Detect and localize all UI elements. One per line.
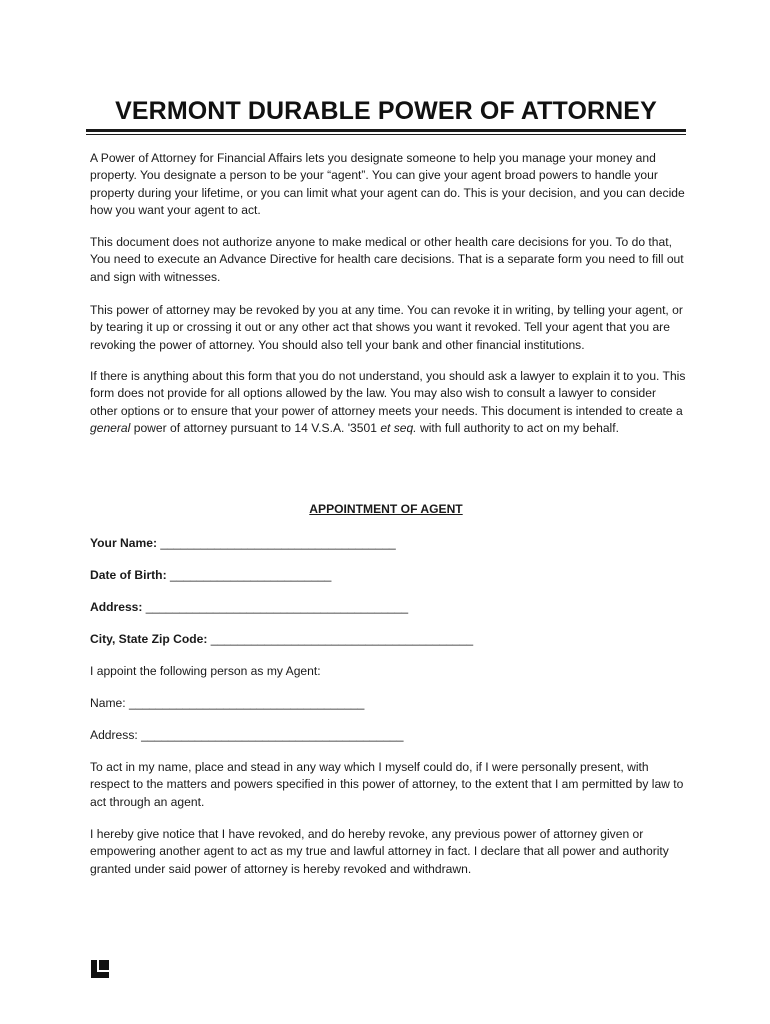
- address-label: Address:: [90, 600, 143, 614]
- para4-end: with full authority to act on my behalf.: [416, 420, 619, 435]
- para4-italic-etseq: et seq.: [380, 420, 417, 435]
- act-paragraph: To act in my name, place and stead in any way which I myself could do, if I were personally present, with respect to the matters and powers specified in this power of attorney, to the extent that I am permitted by law to act through an agent.: [90, 760, 684, 809]
- agent-name-label: Name:: [90, 696, 126, 710]
- document-logo-icon: [91, 960, 109, 978]
- dob-line[interactable]: ________________________: [169, 568, 332, 582]
- city-state-zip-field[interactable]: [90, 631, 473, 648]
- city-state-zip-line[interactable]: _______________________________________: [210, 632, 474, 646]
- revoke-paragraph: I hereby give notice that I have revoked, and do hereby revoke, any previous power of attorney given or empowering another agent to act as my true and lawful attorney in fact. I declare that all power and authority granted under said power of attorney is hereby revoked and withdrawn.: [90, 827, 669, 876]
- dob-label: Date of Birth:: [90, 568, 167, 582]
- address-field[interactable]: [90, 599, 408, 616]
- agent-name-field[interactable]: [90, 695, 364, 712]
- intro-paragraph-4: [90, 368, 686, 437]
- your-name-label: Your Name:: [90, 536, 157, 550]
- section-heading: APPOINTMENT OF AGENT: [309, 502, 463, 516]
- city-state-zip-label: City, State Zip Code:: [90, 632, 208, 646]
- para4-text: If there is anything about this form that you do not understand, you should ask a lawyer to explain it to you. This form does not provide for all options allowed by the law. You may also wish to consult a lawyer to consider other options or to ensure that your power of attorney meets your needs. This document is intended to create a: [90, 369, 686, 418]
- para4-italic-general: general: [90, 420, 131, 435]
- intro-paragraph-3: This power of attorney may be revoked by you at any time. You can revoke it in writing, by telling your agent, or by tearing it up or crossing it out or any other act that shows you want it revoked. Tell your agent that you are revoking the power of attorney. You should also tell your bank and other financial institutions.: [90, 303, 683, 352]
- title-rule-thick: [86, 129, 686, 132]
- address-line[interactable]: _______________________________________: [145, 600, 409, 614]
- dob-field[interactable]: [90, 567, 331, 584]
- document-title: VERMONT DURABLE POWER OF ATTORNEY: [115, 97, 657, 125]
- appoint-text: I appoint the following person as my Agent:: [90, 664, 321, 678]
- agent-address-line[interactable]: _______________________________________: [141, 728, 404, 742]
- title-rule-thin: [86, 134, 686, 135]
- agent-address-field[interactable]: [90, 727, 403, 744]
- intro-paragraph-2: This document does not authorize anyone to make medical or other health care decisions for you. To do that, You need to execute an Advance Directive for health care decisions. That is a separate form you need to fill out and sign with witnesses.: [90, 235, 684, 284]
- para4-mid: power of attorney pursuant to 14 V.S.A. '3501: [130, 420, 381, 435]
- your-name-field[interactable]: [90, 535, 396, 552]
- your-name-line[interactable]: ___________________________________: [160, 536, 396, 550]
- agent-address-label: Address:: [90, 728, 138, 742]
- intro-paragraph-1: A Power of Attorney for Financial Affairs lets you designate someone to help you manage your money and property. You designate a person to be your “agent”. You can give your agent broad powers to handle your property during your lifetime, or you can limit what your agent can do. This is your decision, and you can decide how you want your agent to act.: [90, 151, 685, 217]
- agent-name-line[interactable]: ___________________________________: [129, 696, 365, 710]
